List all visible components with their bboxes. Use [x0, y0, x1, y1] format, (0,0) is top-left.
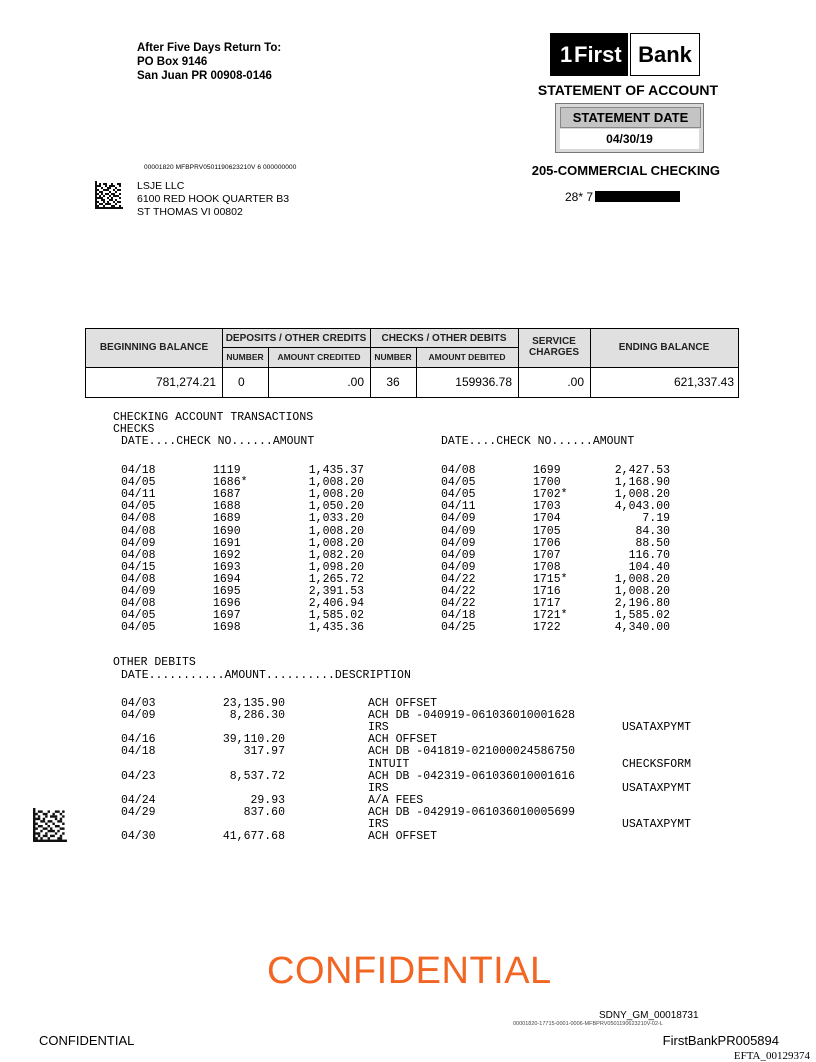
debit-amount: 23,135.90	[222, 697, 285, 710]
check-date: 04/09	[121, 536, 156, 550]
check-number: 1698	[213, 621, 241, 635]
check-number: 1695	[213, 585, 241, 598]
statement-date-box	[555, 103, 704, 153]
customer-address	[137, 180, 289, 219]
logo-numeral: 1	[560, 42, 573, 67]
logo-first-word: First	[574, 42, 622, 67]
debit-description: ACH DB -042919-061036010005699	[368, 805, 576, 819]
check-date: 04/09	[441, 536, 476, 550]
checks-header-right: DATE....CHECK NO......AMOUNT	[441, 435, 635, 448]
check-number: 1717	[533, 597, 561, 611]
logo-dark-block	[550, 33, 628, 76]
check-date: 04/08	[121, 572, 156, 586]
debit-description: ACH OFFSET	[368, 830, 438, 844]
check-number: 1707	[533, 548, 561, 562]
account-number	[565, 190, 680, 204]
check-date: 04/22	[441, 585, 476, 598]
check-date: 04/22	[441, 572, 476, 586]
check-number: 1688	[213, 500, 241, 514]
debit-date: 04/18	[121, 745, 156, 759]
check-number: 1702*	[533, 488, 568, 502]
debit-amount: 317.97	[243, 745, 285, 759]
debit-amount: 39,110.20	[222, 733, 285, 747]
check-number: 1119	[213, 464, 241, 477]
checks-number-value: 36	[386, 375, 400, 389]
check-amount: 1,050.20	[308, 500, 364, 514]
account-type: 205-COMMERCIAL CHECKING	[531, 163, 720, 178]
debit-description: IRS	[368, 721, 389, 735]
check-amount: 4,043.00	[614, 500, 670, 514]
barcode-icon	[33, 808, 67, 842]
debit-reference: CHECKSFORM	[622, 757, 692, 771]
check-number: 1690	[213, 524, 241, 538]
debit-date: 04/16	[121, 733, 156, 747]
debit-reference: USATAXPYMT	[622, 721, 692, 735]
check-number: 1708	[533, 560, 561, 574]
check-date: 04/15	[121, 560, 156, 574]
check-amount: 1,082.20	[308, 548, 364, 562]
check-amount: 88.50	[635, 536, 670, 550]
check-number: 1715*	[533, 572, 568, 586]
bank-logo	[550, 33, 700, 76]
check-number: 1703	[533, 500, 561, 514]
check-amount: 1,585.02	[308, 609, 364, 623]
check-date: 04/08	[121, 512, 156, 526]
debit-reference: USATAXPYMT	[622, 818, 692, 831]
service-label-line2: CHARGES	[528, 347, 579, 358]
debit-description: A/A FEES	[368, 793, 424, 807]
check-date: 04/09	[121, 585, 156, 598]
check-number: 1721*	[533, 609, 568, 623]
amount-credited-value: .00	[347, 375, 364, 389]
check-amount: 2,391.53	[308, 585, 364, 598]
efta-number: EFTA_00129374	[733, 1050, 810, 1062]
check-date: 04/05	[441, 476, 476, 490]
debit-reference: USATAXPYMT	[622, 781, 692, 795]
check-amount: 1,008.20	[614, 585, 670, 598]
check-date: 04/18	[121, 464, 156, 477]
return-address-line1: After Five Days Return To:	[137, 42, 282, 54]
debit-description: ACH OFFSET	[368, 733, 438, 747]
debit-date: 04/23	[121, 769, 156, 783]
debit-date: 04/30	[121, 830, 156, 844]
check-date: 04/08	[121, 597, 156, 611]
confidential-label: CONFIDENTIAL	[39, 1033, 135, 1048]
sdny-bates-number: SDNY_GM_00018731	[599, 1010, 699, 1021]
check-number: 1706	[533, 536, 561, 550]
logo-bank-word: Bank	[630, 33, 700, 76]
check-amount: 116.70	[628, 548, 670, 562]
debit-description: ACH DB -041819-021000024586750	[368, 745, 576, 759]
customer-address-line1: 6100 RED HOOK QUARTER B3	[137, 193, 290, 205]
debit-amount: 29.93	[250, 793, 285, 807]
check-amount: 1,008.20	[308, 536, 364, 550]
check-number: 1705	[533, 524, 561, 538]
check-amount: 1,098.20	[308, 560, 364, 574]
check-amount: 1,585.02	[614, 609, 670, 623]
check-number: 1692	[213, 548, 241, 562]
check-date: 04/25	[441, 621, 476, 635]
debit-date: 04/09	[121, 709, 156, 723]
check-amount: 1,435.36	[308, 621, 364, 635]
return-address-line2: PO Box 9146	[137, 56, 208, 68]
check-date: 04/11	[441, 500, 476, 514]
debit-description: INTUIT	[368, 757, 410, 771]
debit-description: IRS	[368, 818, 389, 831]
check-number: 1716	[533, 585, 561, 598]
other-debits-title: OTHER DEBITS	[113, 656, 196, 669]
check-amount: 1,435.37	[308, 464, 364, 477]
transactions-section-title: CHECKING ACCOUNT TRANSACTIONS	[113, 411, 314, 424]
deposits-header: DEPOSITS / OTHER CREDITS	[222, 329, 370, 348]
check-number: 1697	[213, 609, 241, 623]
check-amount: 1,008.20	[308, 488, 364, 502]
check-number: 1691	[213, 536, 241, 550]
return-address	[137, 41, 281, 83]
check-date: 04/05	[121, 476, 156, 490]
check-amount: 2,196.80	[614, 597, 670, 611]
check-date: 04/11	[121, 488, 156, 502]
checks-header-left: DATE....CHECK NO......AMOUNT	[121, 435, 315, 448]
customer-name: LSJE LLC	[137, 180, 185, 192]
debit-amount: 41,677.68	[222, 830, 285, 844]
statement-title: STATEMENT OF ACCOUNT	[537, 82, 719, 98]
check-date: 04/09	[441, 512, 476, 526]
debit-date: 04/03	[121, 697, 156, 710]
check-date: 04/05	[121, 609, 156, 623]
confidential-stamp: CONFIDENTIAL	[267, 950, 552, 992]
debit-amount: 8,286.30	[229, 709, 285, 723]
check-date: 04/08	[121, 548, 156, 562]
check-amount: 4,340.00	[614, 621, 670, 635]
check-amount: 1,008.20	[308, 476, 364, 490]
check-number: 1722	[533, 621, 561, 635]
check-number: 1693	[213, 560, 241, 574]
mail-code: 00001820 MFBPRV0501190623210V 6 000000000	[144, 164, 297, 171]
checks-title: CHECKS	[113, 423, 155, 436]
check-date: 04/08	[441, 464, 476, 477]
checks-number-header: NUMBER	[370, 348, 416, 367]
check-number: 1689	[213, 512, 241, 526]
check-amount: 2,427.53	[614, 464, 670, 477]
return-address-line3: San Juan PR 00908-0146	[137, 70, 272, 82]
debit-description: IRS	[368, 781, 389, 795]
check-amount: 2,406.94	[308, 597, 364, 611]
amount-credited-header: AMOUNT CREDITED	[268, 348, 370, 367]
check-amount: 104.40	[628, 560, 670, 574]
check-amount: 7.19	[642, 512, 670, 526]
debit-description: ACH DB -042319-061036010001616	[368, 769, 576, 783]
check-amount: 1,008.20	[614, 572, 670, 586]
service-label-line1: SERVICE	[532, 336, 576, 347]
check-number: 1700	[533, 476, 561, 490]
debit-date: 04/24	[121, 793, 156, 807]
checks-header: CHECKS / OTHER DEBITS	[370, 329, 518, 348]
debit-amount: 837.60	[243, 805, 285, 819]
other-debits-header: DATE...........AMOUNT..........DESCRIPTION	[121, 669, 411, 682]
ending-balance-header: ENDING BALANCE	[590, 329, 738, 367]
account-number-visible: 28* 7	[565, 190, 594, 204]
balance-summary-table	[85, 328, 739, 398]
amount-debited-header: AMOUNT DEBITED	[416, 348, 518, 367]
debit-description: ACH OFFSET	[368, 697, 438, 710]
check-amount: 1,008.20	[308, 524, 364, 538]
check-date: 04/09	[441, 524, 476, 538]
check-date: 04/05	[121, 621, 156, 635]
beginning-balance-header: BEGINNING BALANCE	[86, 329, 222, 367]
deposits-number-value: 0	[238, 375, 245, 389]
check-date: 04/09	[441, 548, 476, 562]
check-date: 04/09	[441, 560, 476, 574]
check-number: 1687	[213, 488, 241, 502]
amount-debited-value: 159936.78	[455, 375, 512, 389]
check-amount: 1,265.72	[308, 572, 364, 586]
statement-date-label: STATEMENT DATE	[560, 107, 701, 128]
redaction-bar	[595, 191, 680, 202]
check-date: 04/22	[441, 597, 476, 611]
bank-bates-number: FirstBankPR005894	[662, 1033, 779, 1048]
service-charges-value: .00	[567, 375, 584, 389]
check-number: 1696	[213, 597, 241, 611]
debit-amount: 8,537.72	[229, 769, 285, 783]
check-number: 1704	[533, 512, 561, 526]
ending-balance-value: 621,337.43	[673, 375, 734, 389]
barcode-icon	[95, 181, 123, 209]
page-code: 00001820-17715-0001-0006-MFBPRV0501190623210V-02-L	[513, 1021, 663, 1027]
debit-description: ACH DB -040919-061036010001628	[368, 709, 576, 723]
check-amount: 1,008.20	[614, 488, 670, 502]
check-date: 04/18	[441, 609, 476, 623]
debit-date: 04/29	[121, 805, 156, 819]
service-charges-header	[518, 329, 590, 367]
check-date: 04/05	[121, 500, 156, 514]
statement-date-value: 04/30/19	[560, 129, 699, 149]
check-number: 1686*	[213, 476, 248, 490]
check-amount: 84.30	[635, 524, 670, 538]
check-amount: 1,033.20	[308, 512, 364, 526]
deposits-number-header: NUMBER	[222, 348, 268, 367]
check-number: 1699	[533, 464, 561, 477]
check-number: 1694	[213, 572, 241, 586]
check-date: 04/05	[441, 488, 476, 502]
check-date: 04/08	[121, 524, 156, 538]
beginning-balance-value: 781,274.21	[155, 375, 216, 389]
check-amount: 1,168.90	[614, 476, 670, 490]
customer-address-line2: ST THOMAS VI 00802	[137, 206, 243, 218]
